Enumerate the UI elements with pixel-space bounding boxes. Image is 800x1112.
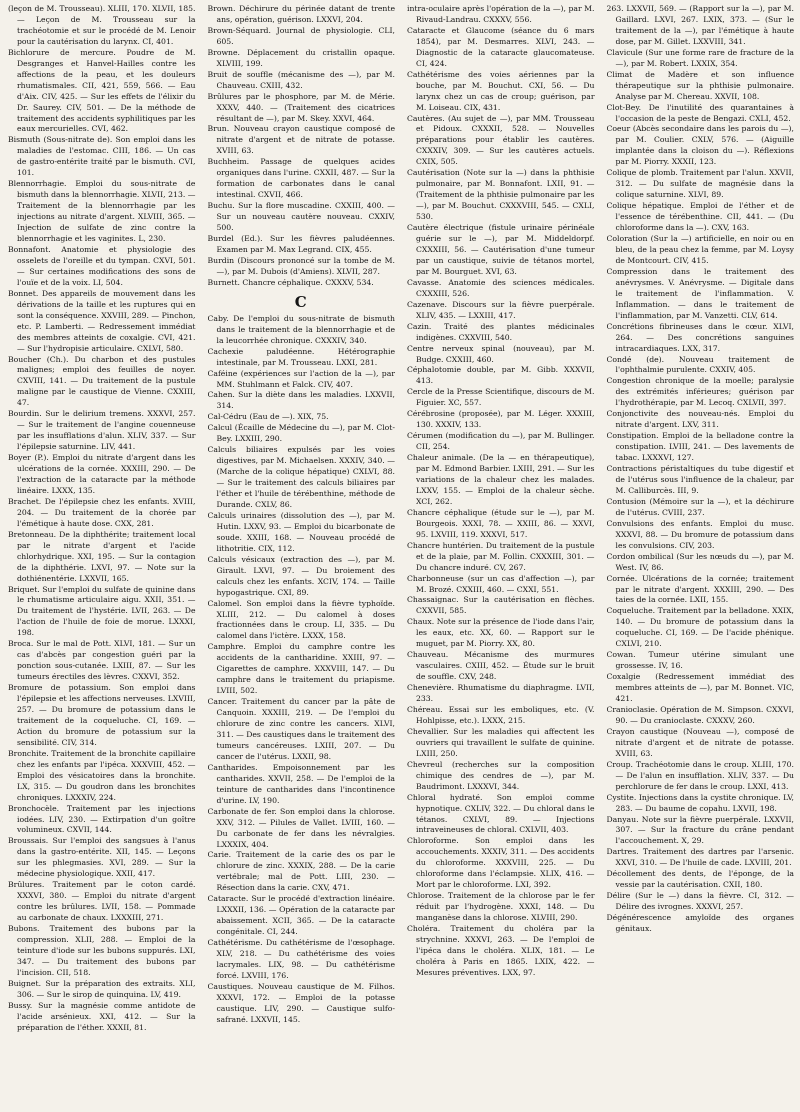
index-entry: Caustiques. Nouveau caustique de M. Filhos. XXXVI, 172. — Emploi de la potasse caustique. LIV, 290. — Caustique sulfo-safrané. LXXVII, 145. [207,981,395,1024]
index-entry: Brun. Nouveau crayon caustique composé de nitrate d'argent et de nitrate de potasse. XVIII, 63. [207,124,395,156]
index-entry: Coeur (Abcès secondaire dans les parois du —), par M. Coulier. CXLV, 576. — (Aiguille implantée dans la cloison du —). Réflexions par M. Piorry. XXXII, 123. [606,124,794,167]
index-entry: Calculs vésicaux (extraction des —), par M. Girault. LXVI, 97. — Du broiement des calculs chez les enfants. XCIV, 174. — Taille hypogastrique. CXI, 89. [207,554,395,597]
index-entry: Contusion (Mémoire sur la —), et la déchirure de l'utérus. CVIII, 237. [606,496,794,517]
index-entry: Cataracte et Glaucome (séance du 6 mars 1854), par M. Desmarres. XLVI, 243. — Diagnostic de la cataracte glaucomateuse. CI, 424. [407,25,595,68]
index-entry: Bichlorure de mercure. Poudre de M. Desgranges et Hanvel-Hailles contre les affections de la peau, et les douleurs rhumatismales. CII, 421, 559, 566. — Eau d'Aix. CIV, 425. — Sur les effets de l'élixir du Dr. Saurey. CIV, 501. — De la méthode de traitement des accidents syphilitiques par les eaux mercurielles. CVI, 462. [8,47,196,134]
index-entry: Camphre. Emploi du camphre contre les accidents de la cantharidine. XXIII, 97. — Cigarettes de camphre. XXXVIII, 147. — Du camphre dans le traitement du priapisme. LVIII, 502. [207,642,395,696]
index-entry: 263. LXXVII, 569. — (Rapport sur la —), par M. Gaillard. LXVI, 267. LXIX, 373. — (Sur le traitement de la —), par l'émétique à haute dose, par M. Gillet. LXXVIII, 341. [606,4,794,46]
index-entry: Crayon caustique (Nouveau —), composé de nitrate d'argent et de nitrate de potasse. XVIII, 63. [606,726,794,758]
index-entry: Chassaignac. Sur la cautérisation en flèches. CXXVII, 585. [407,595,595,616]
index-entry: Condé (de). Nouveau traitement de l'ophthalmie purulente. CXXIV, 405. [606,354,794,375]
index-entry: Boucher (Ch.). Du charbon et des pustules malignes; emploi des feuilles de noyer. CXVIII, 141. — Du traitement de la pustule maligne par le caustique de Vienne. CXXIII, 47. [8,354,196,408]
index-entry: Cancer. Traitement du cancer par la pâte de Canquoin. XXXIII, 219. — De l'emploi du chlorure de zinc contre les cancers. XLVI, 311. — Des caustiques dans le traitement des tumeurs cancéreuses. LXIII, 207. — Du cancer de l'utérus. LXXII, 98. [207,697,395,761]
index-entry: Calculs biliaires expulsés par les voies digestives, par M. Michaelsen. XXXIV, 340. — (Marche de la colique hépatique) CXLVI, 88. — Sur le traitement des calculs biliaires par l'éther et l'huile de térébenthine, méthode de Durande. CXLV, 86. [207,445,395,509]
index-entry: Délire (Sur le —) dans la fièvre. CI, 312. — Délire des ivrognes. XXXVI, 257. [606,891,794,912]
index-entry: Coxalgie (Redressement immédiat des membres atteints de —), par M. Bonnet. VIC, 421. [606,672,794,704]
index-entry: Chevreul (recherches sur la composition chimique des cendres de —), par M. Baudrimont. LXXXVI, 344. [407,759,595,791]
index-entry: Bronchocèle. Traitement par les injections iodées. LIV, 230. — Extirpation d'un goître volumineux. CXVII, 144. [8,803,196,835]
index-entry: Cathétérisme. Du cathétérisme de l'œsophage. XLV, 218. — Du cathétérisme des voies lacrymales. LIX, 98. — Du cathétérisme forcé. LXVIII, 176. [207,938,395,980]
index-entry: Burdin (Discours prononcé sur la tombe de M. —), par M. Dubois (d'Amiens). XLVII, 287. [207,255,395,276]
index-entry: Cazenave. Discours sur la fièvre puerpérale. XLIV, 435. — LXXIII, 417. [407,299,595,320]
index-entry: Chloral hydraté. Son emploi comme hypnotique. CXLIV, 322. — Du chloral dans le tétanos. CXLVI, 89. — Injections intraveineuses de chloral. CXLVII, 403. [407,792,595,835]
index-entry: Cordon ombilical (Sur les nœuds du —), par M. West. IV, 86. [606,551,794,572]
index-entry: Cautère électrique (fistule urinaire périnéale guérie sur le —), par M. Middeldorpf. CXXXIII, 56. — Cautérisation d'une tumeur par un caustique, suivie de tétanos mortel, par M. Bourguet. XVI, 63. [407,223,595,276]
index-entry: Colique hépatique. Emploi de l'éther et de l'essence de térébenthine. CII, 441. — (Du chloroforme dans la —). CXV, 163. [606,201,794,233]
index-entry: Conjonctivite des nouveau-nés. Emploi du nitrate d'argent. LXV, 311. [606,409,794,430]
index-entry: Cal-Cédru (Eau de —). XIX, 75. [207,412,329,422]
index-entry: Chaleur animale. (De la — en thérapeutique), par M. Edmond Barbier. LXIII, 291. — Sur les variations de la chaleur chez les malades. LXXV, 155. — Emploi de la chaleur sèche. XCI, 262. [407,453,595,506]
index-entry: Calculs urinaires (dissolution des —), par M. Hutin. LXXV, 93. — Emploi du bicarbonate de soude. XXIII, 168. — Nouveau procédé de lithotritie. CIX, 112. [207,510,395,553]
index-entry: Burdel (Ed.). Sur les fièvres paludéennes. Examen par M. Max Legrand. CIX, 455. [207,234,395,254]
index-entry: Chauveau. Mécanisme des murmures vasculaires. CXIII, 452. — Étude sur le bruit de souffle. CXV, 248. [407,650,595,682]
index-entry: Cowan. Tumeur utérine simulant une grossesse. IV, 16. [606,650,794,671]
index-entry: Brûlures par le phosphore, par M. de Mérie. XXXV, 440. — (Traitement des cicatrices résultant de —), par M. Skey. XXVI, 464. [207,91,395,123]
index-entry: Burnett. Chancre céphalique. CXXXV, 534. [207,277,374,287]
index-column-1 [8,4,196,1108]
index-entry: Cérébrosine (proposée), par M. Léger. XXXIII, 130. XXXIV, 133. [407,409,595,430]
index-entry: Danyau. Note sur la fièvre puerpérale. LXXVII, 307. — Sur la fracture du crâne pendant l'accouchement. X, 29. [606,814,794,846]
index-entry: Charbonneuse (sur un cas d'affection —), par M. Brozé. CXXIII, 460. — CXXI, 551. [407,573,595,594]
index-entry: Cystite. Injections dans la cystite chronique. LV, 283. — Du baume de copahu. LXVII, 198. [606,792,794,813]
index-entry: Bonnafont. Anatomie et physiologie des osselets de l'oreille et du tympan. CXVI, 501. — Sur certaines modifications des sons de l'ouïe et de la voix. LI, 504. [8,244,196,287]
index-entry: (leçon de M. Trousseau). XLIII, 170. XLVII, 185. — Leçon de M. Trousseau sur la trachéotomie et sur le procédé de M. Lenoir pour la cautérisation du larynx. CI, 401. [8,4,196,46]
index-entry: Brûlures. Traitement par le coton cardé. XXXVI, 380. — Emploi du nitrate d'argent contre les brûlures. LVII, 158. — Pommade au carbonate de chaux. LXXXIII, 271. [8,880,196,923]
index-entry: Boyer (P.). Emploi du nitrate d'argent dans les ulcérations de la cornée. XXXIII, 290. — De l'extraction de la cataracte par la méthode linéaire. LXXX, 135. [8,453,196,495]
index-entry: Coqueluche. Traitement par la belladone. XXIX, 140. — Du bromure de potassium dans la coqueluche. CI, 169. — De l'acide phénique. CXLVI, 210. [606,606,794,649]
index-entry: Bourdin. Sur le delirium tremens. XXXVI, 257. — Sur le traitement de l'angine couenneuse par les insufflations d'alun. XLIV, 337. — Sur l'épilepsie saturnine. LIV, 441. [8,409,196,452]
index-entry: Colique de plomb. Traitement par l'alun. XXVII, 312. — Du sulfate de magnésie dans la colique saturnine. XLVI, 89. [606,168,794,200]
index-entry: Dégénérescence amyloïde des organes génitaux. [606,913,794,934]
index-entry: Browne. Déplacement du cristallin opaque. XLVIII, 199. [207,47,395,68]
index-entry: Bronchite. Traitement de la bronchite capillaire chez les enfants par l'ipéca. XXXVIII, 452. — Emploi des vésicatoires dans la bronchite. LX, 315. — Du goudron dans les bronchites chroniques. LXXXIV, 224. [8,748,196,802]
index-entry: Contractions péristaltiques du tube digestif et de l'utérus sous l'influence de la chaleur, par M. Calliburcès. III, 9. [606,464,794,495]
index-entry: Bonnet. Des appareils de mouvement dans les dérivations de la taille et les ruptures qui en sont la conséquence. XXVIII, 289. — Pinchon, etc. P. Lamberti. — Redressement immédiat des membres atteints de coxalgie. CVI, 421. — Sur l'hydropisie articulaire. CXLVI, 580. [8,288,196,353]
index-entry: Centre nerveux spinal (nouveau), par M. Budge. CXXIII, 460. [407,343,595,364]
index-entry: Carbonate de fer. Son emploi dans la chlorose. XXV, 312. — Pilules de Vallet. LVIII, 160. — Du carbonate de fer dans les névralgies. LXXXIX, 404. [207,806,395,849]
index-entry: Chlorose. Traitement de la chlorose par le fer réduit par l'hydrogène. XXXI, 148. — Du manganèse dans la chlorose. XLVIII, 290. [407,891,595,923]
index-entry: Chéreau. Essai sur les emboliques, etc. (V. Hohlpisse, etc.). LXXX, 215. [407,705,595,725]
index-entry: Bruit de souffle (mécanisme des —), par M. Chauveau. CXIII, 432. [207,69,395,90]
index-entry: Calcul (Écaille de Médecine du —), par M. Clot-Bey. LXXIII, 290. [207,423,395,444]
index-entry: Buchu. Sur la flore muscadine. CXXIII, 400. — Sur un nouveau cautère nouveau. CXXIV, 500. [207,201,395,233]
index-entry: Cazin. Traité des plantes médicinales indigènes. CXXVIII, 540. [407,321,595,342]
index-entry: Blennorrhagie. Emploi du sous-nitrate de bismuth dans la blennorrhagie. XLVII, 213. — Traitement de la blennorrhagie par les injections au nitrate d'argent. XLVIII, 365. — Injection de sulfate de zinc contre la blennorrhagie et les vaginites. L, 230. [8,179,196,244]
index-entry: Chevallier. Sur les maladies qui affectent les ouvriers qui travaillent le sulfate de quinine. LXIII, 250. [407,726,595,758]
index-entry: Brown. Déchirure du périnée datant de trente ans, opération, guérison. LXXVI, 204. [207,4,395,24]
index-column-3 [407,4,595,1108]
index-entry: Caby. De l'emploi du sous-nitrate de bismuth dans le traitement de la blennorrhagie et de la leucorrhée chronique. CXXXIV, 340. [207,313,395,345]
index-entry: Cautères. (Au sujet de —), par MM. Trousseau et Pidoux. CXXXII, 528. — Nouvelles préparations pour établir les cautères. CXXXIV, 309. — Sur les cautères actuels. CXIX, 505. [407,113,595,167]
index-entry: Chenevière. Rhumatisme du diaphragme. LVII, 233. [407,683,595,704]
index-entry: Clavicule (Sur une forme rare de fracture de la —), par M. Robert. LXXIX, 354. [606,47,794,68]
index-columns [8,4,794,1108]
index-entry: Cataracte. Sur le procédé d'extraction linéaire. LXXXII, 136. — Opération de la cataracte par abaissement. XCII, 365. — De la cataracte congénitale. CI, 244. [207,894,395,937]
index-entry: Compression dans le traitement des anévrysmes. V. Anévrysme. — Digitale dans le traitement de l'inflammation. V. Inflammation. — dans le traitement de l'inflammation, par M. Vanzetti. CLV, 614. [606,266,794,320]
index-entry: Cautérisation (Note sur la —) dans la phthisie pulmonaire, par M. Bonnafont. LXII, 91. — (Traitement de la phthisie pulmonaire par les —), par M. Bouchut. CXXXVIII, 545. — CXLI, 530. [407,168,595,222]
index-entry: Clot-Bey. De l'inutilité des quarantaines à l'occasion de la peste de Bengazi. CXLI, 452. [606,102,794,123]
index-entry: Cachexie paludéenne. Hétérographie intestinale, par M. Trousseau. LXXI, 281. [207,346,395,367]
index-entry: Choléra. Traitement du choléra par la strychnine. XXXVI, 263. — De l'emploi de l'ipéca dans le choléra. XLIX, 181. — Le choléra à Paris en 1865. LXIX, 422. — Mesures préventives. LXX, 97. [407,924,595,977]
index-entry: Briquet. Sur l'emploi du sulfate de quinine dans le rhumatisme articulaire aigu. XXII, 351. — Du traitement de l'hystérie. LVII, 263. — De l'action de l'huile de foie de morue. LXXXI, 198. [8,584,196,638]
index-entry: Cahen. Sur la diète dans les maladies. LXXVII, 314. [207,390,395,411]
index-entry: Cérumen (modification du —), par M. Bullinger. CII, 254. [407,431,595,452]
index-entry: Bubons. Traitement des bubons par la compression. XLII, 288. — Emploi de la teinture d'iode sur les bubons suppurés. LXI, 347. — Du traitement des bubons par l'incision. CII, 518. [8,924,196,977]
index-entry: Buchheim. Passage de quelques acides organiques dans l'urine. CXXII, 487. — Sur la formation de carbonates dans le canal intestinal. CXVII, 466. [207,157,395,200]
index-entry: Constipation. Emploi de la belladone contre la constipation. LVIII, 241. — Des lavements de tabac. LXXXVI, 127. [606,431,794,463]
index-entry: Décollement des dents, de l'éponge, de la vessie par la cautérisation. CXII, 180. [606,869,794,890]
index-entry: Cathétérisme des voies aériennes par la bouche, par M. Bouchut. CXI, 56. — Du larynx chez un cas de croup; guérison, par M. Loiseau. CIX, 431. [407,69,595,112]
index-entry: intra-oculaire après l'opération de la —), par M. Rivaud-Landrau. CXXXV, 556. [407,4,595,24]
index-entry: Carie. Traitement de la carie des os par le chlorure de zinc. XXXIX, 288. — De la carie vertébrale; mal de Pott. LIII, 230. — Résection dans la carie. CXV, 471. [207,850,395,893]
index-entry: Calomel. Son emploi dans la fièvre typhoïde. XLIII, 212. — Du calomel à doses fractionnées dans le croup. LI, 335. — Du calomel dans l'ictère. LXXX, 158. [207,598,395,641]
index-entry: Cornée. Ulcérations de la cornée; traitement par le nitrate d'argent. XXXIII, 290. — Des taies de la cornée. LXII, 155. [606,573,794,605]
index-entry: Congestion chronique de la moelle; paralysie des extrémités inférieures; guérison par l'hydrothérapie, par M. Lecoq. CXLVII, 397. [606,376,794,408]
index-entry: Cranioclasie. Opération de M. Simpson. CXXVI, 90. — Du cranioclaste. CXXXV, 260. [606,705,794,725]
index-entry: Brown-Séquard. Journal de physiologie. CLI, 605. [207,25,395,46]
index-entry: Dartres. Traitement des dartres par l'arsenic. XXVI, 310. — De l'huile de cade. LXVIII, 201. [606,847,794,868]
index-entry: Bismuth (Sous-nitrate de). Son emploi dans les maladies de l'estomac. CIII, 186. — Un cas de gastro-entérite traité par le bismuth. CVI, 101. [8,135,196,178]
index-entry: Convulsions des enfants. Emploi du musc. XXXVI, 88. — Du bromure de potassium dans les convulsions. CIV, 203. [606,518,794,550]
index-entry: Brachet. De l'épilepsie chez les enfants. XVIII, 204. — Du traitement de la chorée par l'émétique à haute dose. CXX, 281. [8,496,196,528]
index-entry: Céphalotomie double, par M. Gibb. XXXVII, 413. [407,365,595,386]
index-entry: Chancre huntérien. Du traitement de la pustule et de la plaie, par M. Follin. CXXXIII, 301. — Du chancre induré. CV, 267. [407,540,595,572]
index-entry: Chaux. Note sur la présence de l'iode dans l'air, les eaux, etc. XX, 60. — Rapport sur le muguet, par M. Piorry. XX, 80. [407,617,595,649]
index-entry: Croup. Trachéotomie dans le croup. XLIII, 170. — De l'alun en insufflation. XLIV, 337. — Du perchlorure de fer dans le croup. LXXI, 413. [606,759,794,791]
index-entry: Cercle de la Presse Scientifique, discours de M. Figuier. XC, 557. [407,387,595,408]
index-entry: Chancre céphalique (étude sur le —), par M. Bourgeois. XXXI, 78. — XXIII, 86. — XXVI, 95. LXVIII, 119. XXXVI, 517. [407,507,595,539]
index-entry: Cavasse. Anatomie des sciences médicales. CXXXIII, 526. [407,277,595,298]
index-entry: Broca. Sur le mal de Pott. XLVI, 181. — Sur un cas d'abcès par congestion guéri par la ponction sous-cutanée. LXIII, 87. — Sur les tumeurs érectiles des lèvres. CXXVI, 352. [8,639,196,682]
index-entry: Bromure de potassium. Son emploi dans l'épilepsie et les affections nerveuses. LXVIII, 257. — Du bromure de potassium dans le traitement de la coqueluche. CI, 169. — Action du bromure de potassium sur la sensibilité. CIV, 314. [8,683,196,747]
index-column-2 [208,4,396,1108]
section-letter-c: C [294,292,308,311]
index-entry: Chloroforme. Son emploi dans les accouchements. XXXIV, 311. — Des accidents du chloroforme. XXXVIII, 225. — Du chloroforme dans l'éclampsie. XLIX, 416. — Mort par le chloroforme. LXI, 392. [407,836,595,890]
index-entry: Caféine (expériences sur l'action de la —), par MM. Stuhlmann et Falck. CIV, 407. [207,368,395,389]
index-entry: Cantharides. Empoisonnement par les cantharides. XXVII, 258. — De l'emploi de la teinture de cantharides dans l'incontinence d'urine. LV, 190. [207,762,395,805]
index-entry: Concrétions fibrineuses dans le cœur. XLVI, 264. — Des concrétions sanguines intracardiaques. LXX, 317. [606,321,794,353]
index-column-4 [607,4,795,1108]
index-entry: Buignet. Sur la préparation des extraits. XLI, 306. — Sur le sirop de quinquina. LV, 419. [8,978,196,999]
index-entry: Broussais. Sur l'emploi des sangsues à l'anus dans la gastro-entérite. XII, 145. — Leçons sur les phlegmasies. XVI, 289. — Sur la médecine physiologique. XXII, 417. [8,836,196,879]
index-entry: Coloration (Sur la —) artificielle, en noir ou en bleu, de la peau chez la femme, par M. Loysy de Montcourt. CIV, 415. [606,234,794,265]
index-entry: Bussy. Sur la magnésie comme antidote de l'acide arsénieux. XXI, 412. — Sur la préparation de l'éther. XXXII, 81. [8,1000,196,1032]
index-entry: Bretonneau. De la diphthérite; traitement local par le nitrate d'argent et l'acide chlorhydrique. XXI, 195. — Sur la contagion de la diphthérie. LXVI, 97. — Note sur la dothiénentérie. LXXVII, 165. [8,529,196,583]
index-entry: Climat de Madère et son influence thérapeutique sur la phthisie pulmonaire. Analyse par M. Chereau. XXVII, 108. [606,69,794,101]
